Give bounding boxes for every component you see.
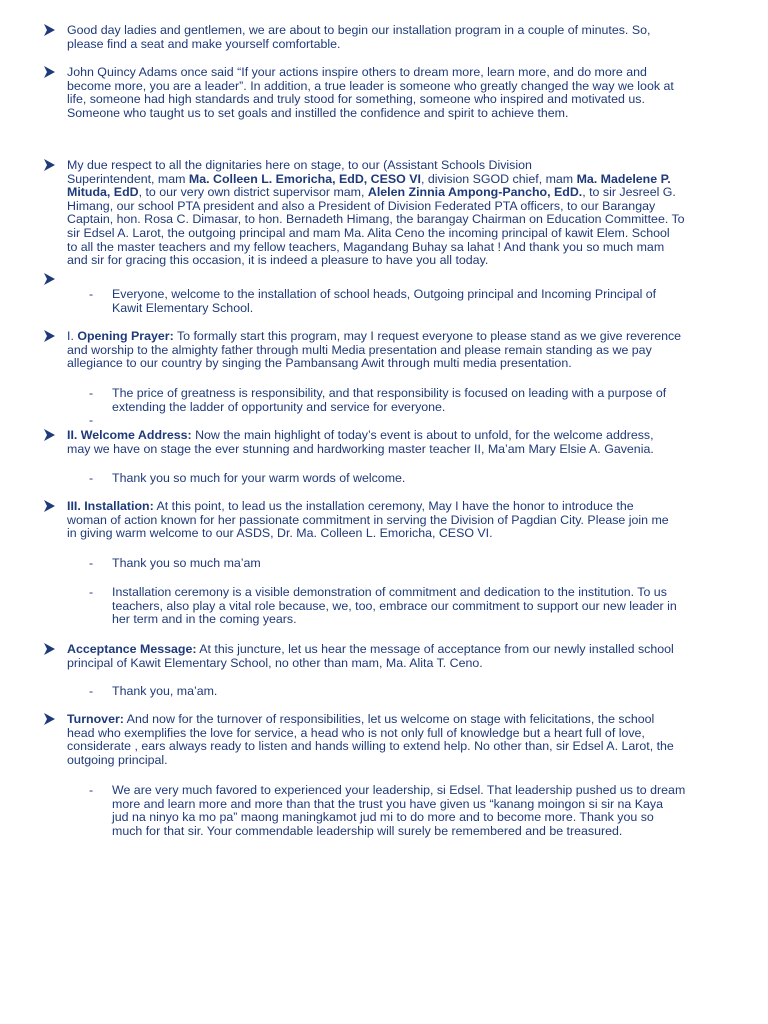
section-heading: II. Welcome Address:	[67, 428, 192, 442]
text-line: considerate , ears always ready to listen and hands willing to extend help. No other than, sir Edsel A. Larot, the	[67, 739, 674, 754]
text-run: And now for the turnover of responsibilities, let us welcome on stage with felicitations, the school	[123, 712, 655, 726]
text-run: I.	[67, 329, 78, 343]
paragraph-text	[67, 713, 747, 767]
section-heading: Turnover:	[67, 712, 124, 726]
text-line	[67, 713, 747, 727]
text-line: life, someone had high standards and truly stood for something, someone who inspired and motivated us.	[67, 92, 645, 107]
dash-bullet: -	[89, 386, 94, 400]
sub-item-text	[112, 784, 732, 838]
text-line: Captain, hon. Rosa C. Dimasar, to hon. Bernadeth Himang, the barangay Chairman on Education Committee. To	[67, 212, 685, 227]
text-line: become more, you are a leader”. In addition, a true leader is someone who greatly changed the way we look at	[67, 78, 674, 93]
text-line: We are very much favored to experienced your leadership, si Edsel. That leadership pushed us to dream	[112, 783, 686, 797]
text-line: My due respect to all the dignitaries here on stage, to our (Assistant Schools Division	[67, 158, 532, 172]
text-line: sir Edsel A. Larot, the outgoing principal and mam Ma. Alita Ceno the incoming principal of kawit Elem. School	[67, 225, 670, 240]
sub-item-text: Thank you, ma’am.	[112, 684, 218, 698]
text-run: At this juncture, let us hear the message of acceptance from our newly installed school	[196, 642, 674, 656]
paragraph-text	[67, 643, 747, 670]
sub-item-text: Thank you so much for your warm words of welcome.	[112, 471, 406, 485]
paragraph-text	[67, 66, 747, 120]
text-line: her term and in the coming years.	[112, 612, 297, 627]
text-line: principal of Kawit Elementary School, no other than mam, Ma. Alita T. Ceno.	[67, 655, 483, 670]
text-run: Now the main highlight of today’s event is about to unfold, for the welcome address,	[191, 428, 654, 442]
dignitary-name: Alelen Zinnia Ampong-Pancho, EdD.	[367, 185, 583, 200]
arrow-bullet-icon	[44, 713, 58, 727]
arrow-bullet-icon	[44, 330, 58, 344]
dash-bullet: -	[89, 783, 94, 797]
text-line: The price of greatness is responsibility, and that responsibility is focused on leading with a purpose of	[112, 386, 667, 400]
arrow-bullet-icon	[44, 500, 58, 514]
text-line	[67, 330, 747, 344]
text-run: At this point, to lead us the installation ceremony, May I have the honor to introduce the	[153, 499, 634, 513]
text-line: jud na ninyo ka mo pa” maong maningkamot jud mi to do more and to become more. Thank you so	[112, 810, 654, 825]
paragraph-text	[67, 330, 747, 371]
arrow-bullet-icon	[44, 643, 58, 657]
dignitary-name: Mituda, EdD	[67, 185, 139, 200]
text-line	[67, 643, 747, 657]
text-line: woman of action known for her passionate commitment in serving the Division of Pagdian City. Please join me	[67, 512, 669, 527]
dash-bullet: -	[89, 471, 94, 485]
text-line	[67, 429, 747, 443]
text-line: Kawit Elementary School.	[112, 300, 254, 315]
text-line: much for that sir. Your commendable leadership will surely be remembered and be treasured.	[112, 823, 623, 838]
text-run: To formally start this program, may I request everyone to please stand as we give reverence	[173, 329, 682, 343]
paragraph-text	[67, 429, 747, 456]
text-run: , division SGOD chief, mam	[420, 171, 577, 186]
text-line	[67, 173, 747, 187]
sub-item-text	[112, 387, 732, 414]
text-line: and worship to the almighty father through multi Media presentation and please remain standing as we pay	[67, 342, 652, 357]
text-run: Superintendent, mam	[67, 171, 189, 186]
dash-bullet: -	[89, 585, 94, 599]
arrow-bullet-icon	[44, 273, 58, 287]
sub-item-text: Thank you so much ma’am	[112, 556, 261, 570]
text-line: Good day ladies and gentlemen, we are about to begin our installation program in a couple of minutes. So,	[67, 23, 651, 37]
text-line: Himang, our school PTA president and also a President of Division Federated PTA officers, to our Barangay	[67, 198, 656, 213]
text-line: John Quincy Adams once said “If your actions inspire others to dream more, learn more, and do more and	[67, 65, 647, 79]
text-line: may we have on stage the ever stunning and hardworking master teacher II, Ma’am Mary Elsie A. Gavenia.	[67, 441, 654, 456]
section-heading: III. Installation:	[67, 499, 154, 513]
text-line: please find a seat and make yourself comfortable.	[67, 36, 341, 51]
section-heading: Acceptance Message:	[67, 642, 197, 656]
arrow-bullet-icon	[44, 159, 58, 173]
text-line	[67, 186, 747, 200]
sub-item-text	[112, 586, 732, 627]
text-run: , to sir Jesreel G.	[582, 185, 676, 200]
text-line	[67, 500, 747, 514]
dignitary-name: Ma. Colleen L. Emoricha, EdD, CESO VI	[188, 171, 421, 186]
sub-item-text	[112, 288, 732, 315]
text-line: Everyone, welcome to the installation of school heads, Outgoing principal and Incoming Principal of	[112, 287, 657, 301]
text-line: Installation ceremony is a visible demonstration of commitment and dedication to the institution. To us	[112, 585, 667, 599]
text-line: extending the ladder of opportunity and service for everyone.	[112, 399, 446, 414]
text-line: to all the master teachers and my fellow teachers, Magandang Buhay sa lahat ! And thank you so much mam	[67, 239, 665, 254]
text-line: Someone who taught us to set goals and instilled the confidence and spirit to achieve them.	[67, 105, 569, 120]
arrow-bullet-icon	[44, 429, 58, 443]
text-line: teachers, also play a vital role because, we, too, embrace our commitment to support our new leader in	[112, 598, 677, 613]
dash-bullet: -	[89, 684, 94, 698]
arrow-bullet-icon	[44, 66, 58, 80]
arrow-bullet-icon	[44, 24, 58, 38]
dignitary-name: Ma. Madelene P.	[576, 171, 671, 186]
paragraph-text	[67, 500, 747, 541]
text-line: allegiance to our country by singing the Pambansang Awit through multi media presentation.	[67, 356, 572, 371]
text-line: outgoing principal.	[67, 752, 168, 767]
dash-bullet: -	[89, 287, 94, 301]
text-line: head who exemplifies the love for service, a head who is not only full of knowledge but a heart full of love,	[67, 725, 645, 740]
text-line: in giving warm welcome to our ASDS, Dr. Ma. Colleen L. Emoricha, CESO VI.	[67, 526, 493, 541]
dash-bullet: -	[89, 413, 94, 427]
text-run: , to our very own district supervisor mam,	[138, 185, 368, 200]
text-line: and sir for gracing this occasion, it is indeed a pleasure to have you all today.	[67, 253, 489, 268]
dash-bullet: -	[89, 556, 94, 570]
paragraph-text	[67, 24, 747, 51]
text-line: more and learn more and more than that the trust you have given us “kanang moingon si sir na Kaya	[112, 796, 664, 811]
paragraph-text	[67, 159, 747, 268]
section-heading: Opening Prayer:	[77, 329, 174, 343]
